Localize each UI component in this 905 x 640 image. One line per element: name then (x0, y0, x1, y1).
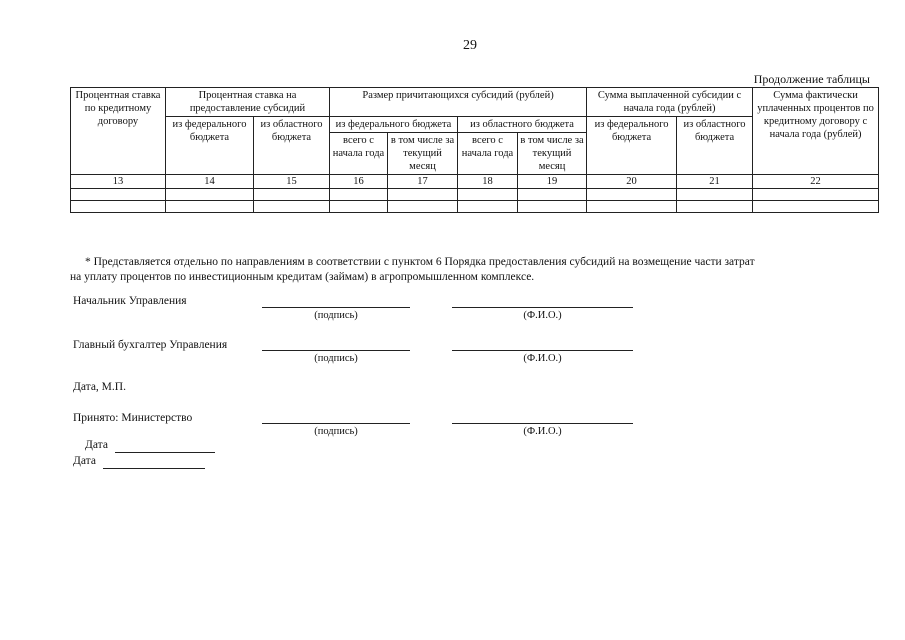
table-cell (753, 201, 879, 213)
table-cell (388, 201, 458, 213)
header-actual-interest: Сумма фактически уплаченных процентов по кредитному договору с начала года (рублей) (753, 88, 879, 175)
column-number-row (71, 175, 879, 189)
date-line-1 (115, 452, 215, 453)
header-rate-federal: из федерального бюджета (166, 117, 254, 175)
column-number: 13 (71, 175, 166, 189)
column-number: 14 (166, 175, 254, 189)
header-regional-month: в том числе за текущий месяц (518, 133, 587, 175)
date-label-1: Дата (85, 439, 108, 451)
table-cell (166, 189, 254, 201)
page-number: 29 (463, 38, 477, 53)
table-cell (388, 189, 458, 201)
accountant-name-caption: (Ф.И.О.) (523, 353, 562, 364)
accountant-signature-caption: (подпись) (314, 353, 358, 364)
column-number: 17 (388, 175, 458, 189)
table-row (71, 201, 879, 213)
table-cell (254, 189, 330, 201)
table-cell (458, 189, 518, 201)
accepted-name-line (452, 423, 633, 424)
accepted-signature-line (262, 423, 410, 424)
table-cell (166, 201, 254, 213)
report-table (70, 87, 879, 213)
header-paid-regional: из областного бюджета (677, 117, 753, 175)
table-cell (71, 189, 166, 201)
accountant-label: Главный бухгалтер Управления (73, 339, 228, 351)
head-name-caption: (Ф.И.О.) (523, 310, 562, 321)
table-cell (587, 201, 677, 213)
table-row (71, 189, 879, 201)
header-paid-sum: Сумма выплаченной субсидии с начала года (рублей) (587, 88, 753, 117)
header-rate-regional: из областного бюджета (254, 117, 330, 175)
column-number: 18 (458, 175, 518, 189)
header-rate-subsidy: Процентная ставка на предоставление субсидий (166, 88, 330, 117)
column-number: 20 (587, 175, 677, 189)
footnote-line-2: на уплату процентов по инвестиционным кредитам (займам) в агропромышленном комплексе. (70, 271, 535, 283)
date-label-2: Дата (73, 455, 96, 467)
header-paid-federal: из федерального бюджета (587, 117, 677, 175)
head-signature-caption: (подпись) (314, 310, 358, 321)
head-signature-line (262, 307, 410, 308)
header-subsidy-size: Размер причитающихся субсидий (рублей) (330, 88, 587, 117)
column-number: 19 (518, 175, 587, 189)
continuation-label: Продолжение таблицы (753, 72, 870, 86)
table-cell (518, 201, 587, 213)
date-stamp-label: Дата, М.П. (73, 381, 126, 393)
table-cell (254, 201, 330, 213)
header-federal-total: всего с начала года (330, 133, 388, 175)
accepted-signature-caption: (подпись) (314, 426, 358, 437)
column-number: 21 (677, 175, 753, 189)
footnote (70, 255, 885, 285)
accountant-signature-line (262, 350, 410, 351)
table-cell (330, 189, 388, 201)
table-cell (753, 189, 879, 201)
table-cell (458, 201, 518, 213)
date-line-2 (103, 468, 205, 469)
header-regional-total: всего с начала года (458, 133, 518, 175)
accepted-label: Принято: Министерство (73, 412, 193, 424)
accountant-name-line (452, 350, 633, 351)
head-name-line (452, 307, 633, 308)
footnote-line-1: * Представляется отдельно по направлениям в соответствии с пунктом 6 Порядка предоставления субсидий на возмещение части затрат (85, 256, 755, 268)
head-label: Начальник Управления (73, 295, 187, 307)
header-rate-contract: Процентная ставка по кредитному договору (71, 88, 166, 175)
column-number: 16 (330, 175, 388, 189)
header-federal-group: из федерального бюджета (330, 117, 458, 133)
header-federal-month: в том числе за текущий месяц (388, 133, 458, 175)
header-regional-group: из областного бюджета (458, 117, 587, 133)
table-cell (71, 201, 166, 213)
table-cell (587, 189, 677, 201)
column-number: 22 (753, 175, 879, 189)
table-cell (518, 189, 587, 201)
accepted-name-caption: (Ф.И.О.) (523, 426, 562, 437)
table-cell (330, 201, 388, 213)
table-cell (677, 201, 753, 213)
column-number: 15 (254, 175, 330, 189)
table-cell (677, 189, 753, 201)
